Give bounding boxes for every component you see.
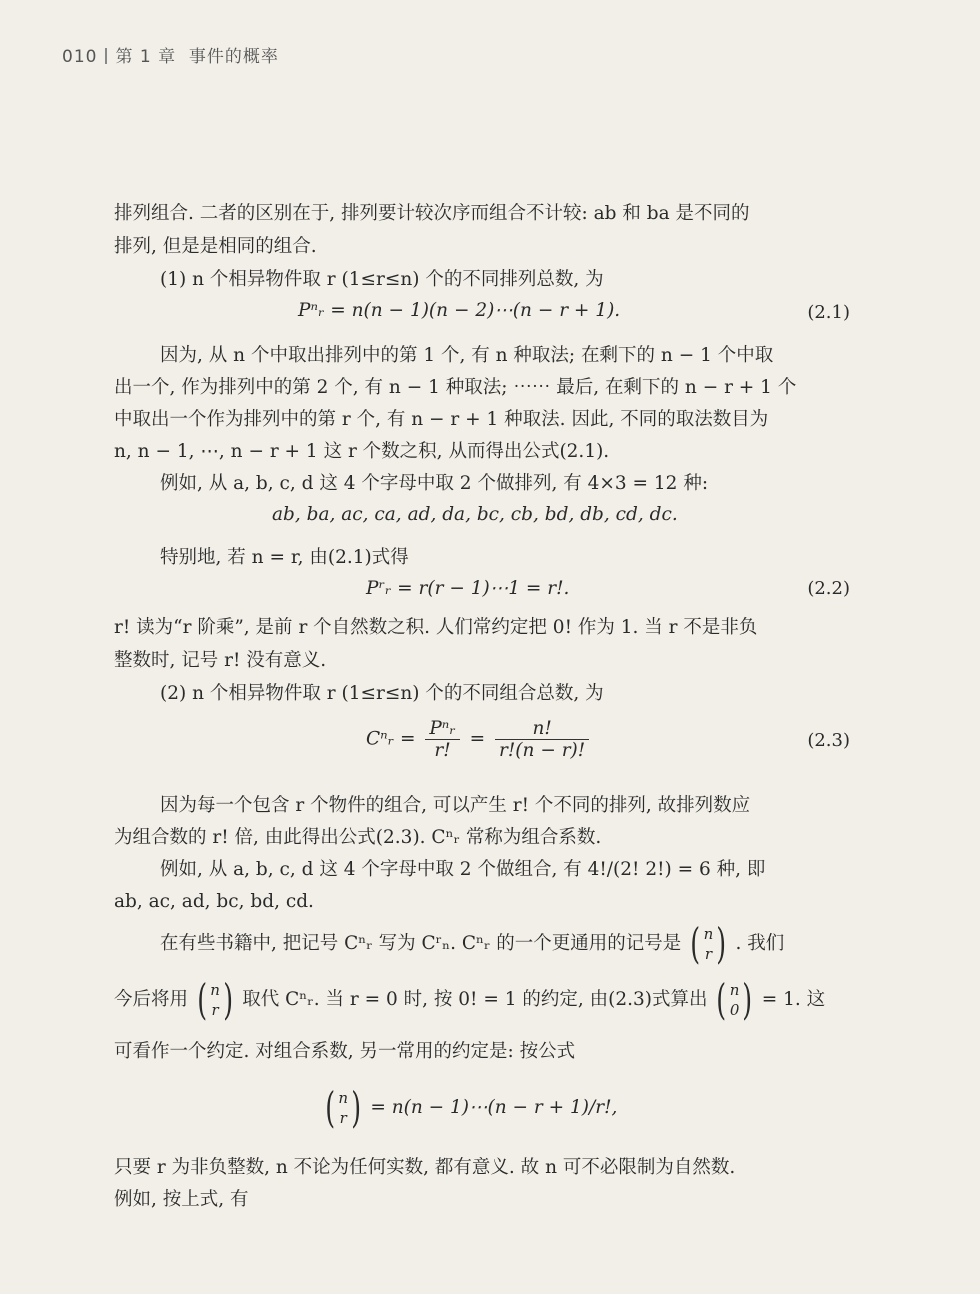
text-line: 特别地, 若 n = r, 由(2.1)式得 (160, 547, 409, 568)
binomial-symbol: ( n r ) (325, 1083, 362, 1132)
equation-2-3 (366, 718, 593, 761)
eq-rhs: = n(n − 1)⋯(n − r + 1)/r!, (370, 1097, 618, 1118)
text-line: 例如, 从 a, b, c, d 这 4 个字母中取 2 个做组合, 有 4!/(2! 2!) = 6 种, 即 (160, 859, 766, 880)
chapter-number: 第 1 章 (115, 47, 177, 67)
text-line: 出一个, 作为排列中的第 2 个, 有 n − 1 种取法; ⋯⋯ 最后, 在剩下的 n − r + 1 个 (114, 377, 797, 398)
text-line: 例如, 按上式, 有 (114, 1189, 249, 1210)
text-line: ab, ac, ad, bc, bd, cd. (114, 891, 314, 912)
text-line (114, 975, 860, 1024)
text-line: 排列, 但是是相同的组合. (114, 236, 317, 257)
eq-lhs: Cⁿᵣ = (366, 728, 416, 750)
equation-2-1: Pⁿᵣ = n(n − 1)(n − 2)⋯(n − r + 1). (298, 300, 621, 321)
text-span: 取代 Cⁿᵣ. 当 r = 0 时, 按 0! = 1 的约定, 由(2.3)式算出 (242, 989, 708, 1010)
equation-binomial-general (322, 1083, 618, 1132)
page-number: 010 (62, 47, 98, 67)
text-line: 可看作一个约定. 对组合系数, 另一常用的约定是: 按公式 (114, 1041, 576, 1062)
text-line: (2) n 个相异物件取 r (1≤r≤n) 个的不同组合总数, 为 (160, 683, 604, 704)
chapter-title: 事件的概率 (188, 47, 279, 67)
fraction-factorials: $\frac{n!}{r!(n - r)!}$ (495, 718, 589, 761)
equation-number: (2.1) (807, 302, 850, 323)
text-line (160, 919, 906, 968)
fraction-p-over-r: $\frac{\text{Pⁿᵣ}}{r!}$ (425, 718, 459, 761)
text-span: 今后将用 (114, 989, 189, 1010)
text-span: . 我们 (735, 933, 785, 954)
binomial-symbol: ( n r ) (690, 919, 727, 968)
text-line: (1) n 个相异物件取 r (1≤r≤n) 个的不同排列总数, 为 (160, 269, 604, 290)
text-line: n, n − 1, ⋯, n − r + 1 这 r 个数之积, 从而得出公式(2.1). (114, 441, 610, 462)
text-line: 为组合数的 r! 倍, 由此得出公式(2.3). Cⁿᵣ 常称为组合系数. (114, 827, 602, 848)
text-line: 中取出一个作为排列中的第 r 个, 有 n − r + 1 种取法. 因此, 不同的取法数目为 (114, 409, 769, 430)
text-line: 只要 r 为非负整数, n 不论为任何实数, 都有意义. 故 n 可不必限制为自然数. (114, 1157, 736, 1178)
text-line: r! 读为“r 阶乘”, 是前 r 个自然数之积. 人们常约定把 0! 作为 1. 当 r 不是非负 (114, 617, 758, 638)
text-line: 整数时, 记号 r! 没有意义. (114, 650, 327, 671)
example-list: ab, ba, ac, ca, ad, da, bc, cb, bd, db, cd, dc. (272, 504, 678, 525)
text-line: 例如, 从 a, b, c, d 这 4 个字母中取 2 个做排列, 有 4×3 = 12 种: (160, 473, 709, 494)
header-divider (105, 48, 107, 64)
equation-number: (2.2) (807, 578, 850, 599)
equation-2-2: Pʳᵣ = r(r − 1)⋯1 = r!. (366, 578, 570, 599)
equation-number: (2.3) (807, 730, 850, 751)
binomial-n-0: ( n 0 ) (716, 975, 753, 1024)
text-line: 排列组合. 二者的区别在于, 排列要计较次序而组合不计较: ab 和 ba 是不同的 (114, 203, 750, 224)
text-span: 在有些书籍中, 把记号 Cⁿᵣ 写为 Cʳₙ. Cⁿᵣ 的一个更通用的记号是 (160, 933, 682, 954)
equals-sign: = (469, 728, 486, 750)
text-line: 因为, 从 n 个中取出排列中的第 1 个, 有 n 种取法; 在剩下的 n − 1 个中取 (160, 345, 774, 366)
running-header (62, 42, 279, 67)
binomial-symbol: ( n r ) (197, 975, 234, 1024)
text-span: = 1. 这 (761, 989, 826, 1010)
text-line: 因为每一个包含 r 个物件的组合, 可以产生 r! 个不同的排列, 故排列数应 (160, 795, 751, 816)
